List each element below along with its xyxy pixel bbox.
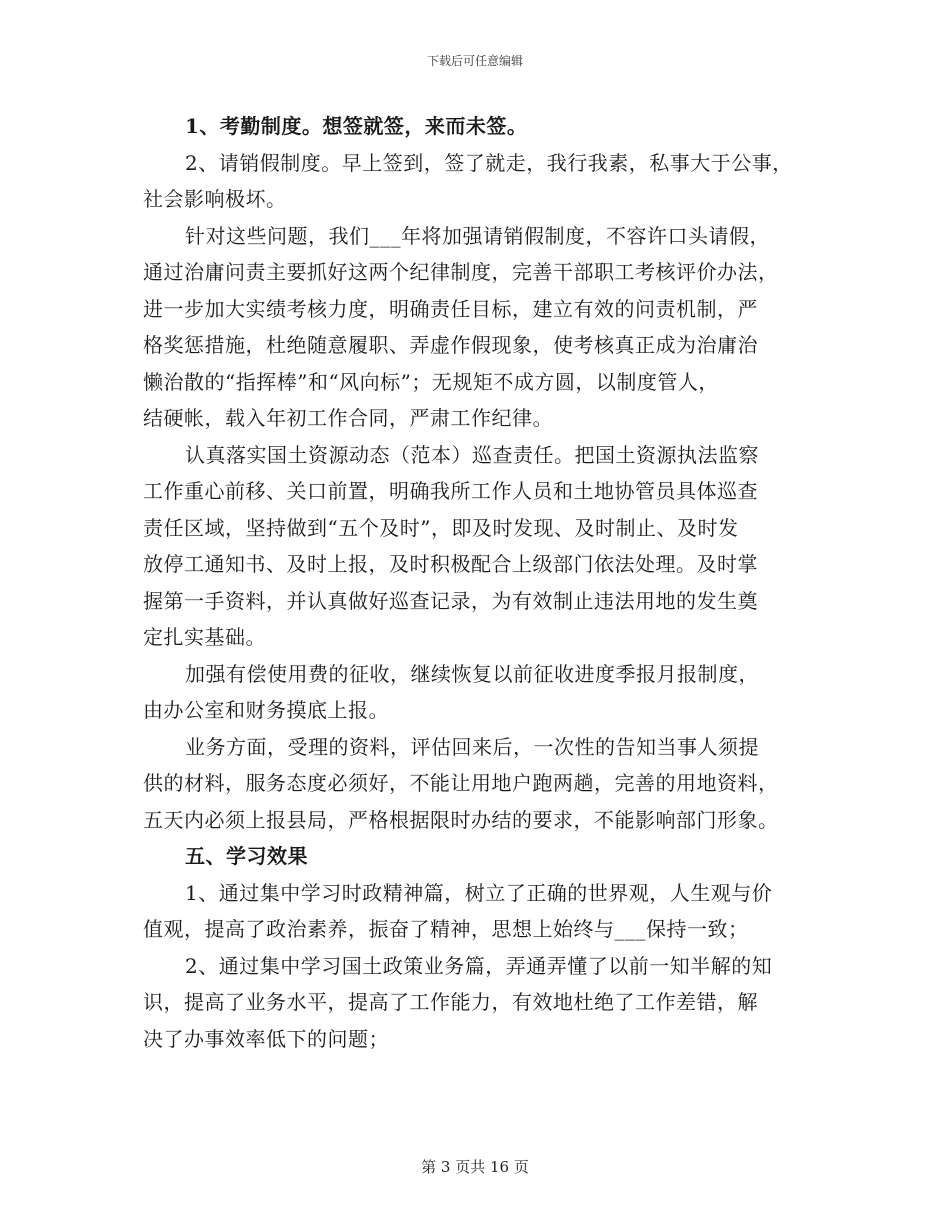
paragraph-line: 放停工通知书、及时上报，及时积极配合上级部门依法处理。及时掌 [143,552,758,576]
paragraph-line: 进一步加大实绩考核力度，明确责任目标，建立有效的问责机制，严 [143,296,758,321]
paragraph-line: 1、通过集中学习时政精神篇，树立了正确的世界观，人生观与价 [185,880,773,905]
paragraph-line: 2、请销假制度。早上签到，签了就走，我行我素，私事大于公事， [185,150,793,175]
page-header: 下载后可任意编辑 [426,54,523,68]
paragraph-line: 供的材料，服务态度必须好，不能让用地户跑两趟，完善的用地资料， [143,771,779,795]
paragraph-line: 责任区域，坚持做到“五个及时”，即及时发现、及时制止、及时发 [143,515,739,540]
paragraph-line: 值观，提高了政治素养，振奋了精神，思想上始终与___保持一致； [143,917,749,941]
paragraph-line: 工作重心前移、关口前置，明确我所工作人员和土地协管员具体巡查 [143,479,758,503]
paragraph-line: 结硬帐，载入年初工作合同，严肃工作纪律。 [143,406,553,430]
paragraph-line: 认真落实国土资源动态（范本）巡查责任。把国土资源执法监察 [185,442,759,467]
paragraph-line: 格奖惩措施，杜绝随意履职、弄虚作假现象，使考核真正成为治庸治 [143,333,758,357]
paragraph-line: 识，提高了业务水平，提高了工作能力，有效地杜绝了工作差错，解 [143,990,758,1014]
paragraph-line: 决了办事效率低下的问题； [143,1026,389,1051]
paragraph-line: 懒治散的“指挥棒”和“风向标”；无规矩不成方圆，以制度管人， [143,369,719,394]
page-number: 第 3 页共 16 页 [421,1158,529,1176]
paragraph-line: 社会影响极坏。 [143,187,287,211]
paragraph-line: 五天内必须上报县局，严格根据限时办结的要求，不能影响部门形象。 [143,807,779,832]
paragraph-line: 针对这些问题，我们___年将加强请销假制度，不容许口头请假， [185,223,770,248]
heading-attendance: 1、考勤制度。想签就签，来而未签。 [185,114,528,138]
paragraph-line: 2、通过集中学习国土政策业务篇，弄通弄懂了以前一知半解的知 [185,953,773,978]
paragraph-line: 加强有偿使用费的征收，继续恢复以前征收进度季报月报制度， [185,661,759,686]
section-heading-learning-results: 五、学习效果 [185,844,308,868]
paragraph-line: 握第一手资料，并认真做好巡查记录，为有效制止违法用地的发生奠 [143,588,758,613]
paragraph-line: 业务方面，受理的资料，评估回来后，一次性的告知当事人须提 [185,734,759,759]
paragraph-line: 定扎实基础。 [143,625,266,649]
document-body [143,108,833,1057]
paragraph-line: 通过治庸问责主要抓好这两个纪律制度，完善干部职工考核评价办法， [143,260,779,284]
paragraph-line: 由办公室和财务摸底上报。 [143,698,389,722]
